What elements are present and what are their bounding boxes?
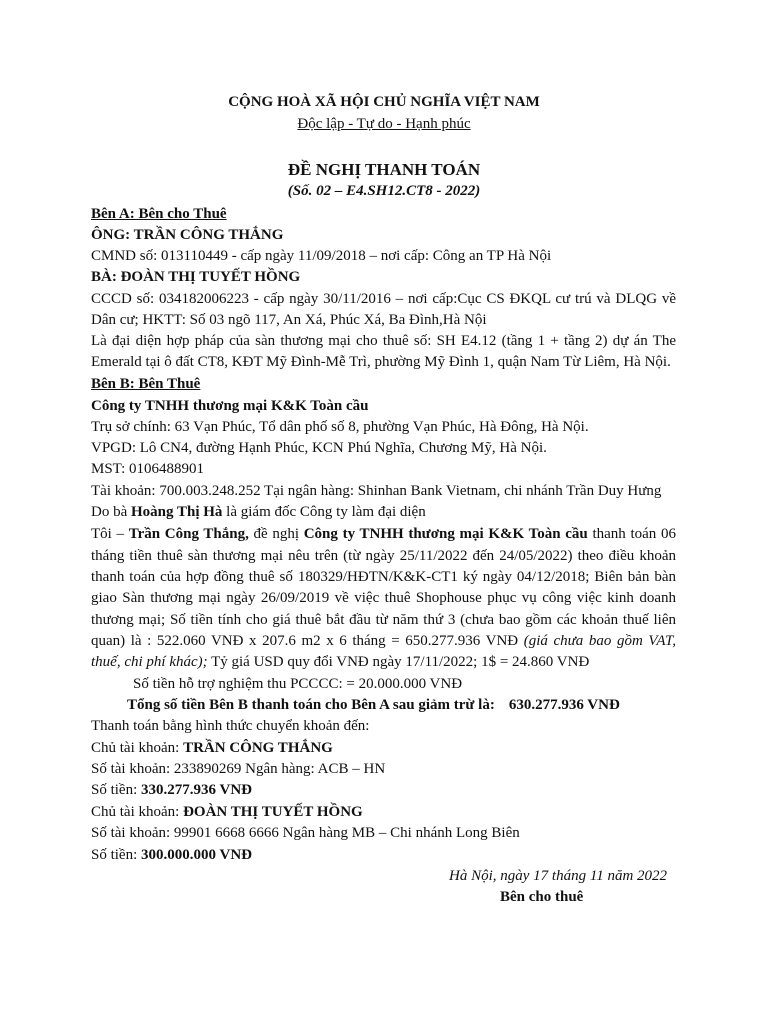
account2-holder: Chủ tài khoản: ĐOÀN THỊ TUYẾT HỒNG [91,804,363,820]
party-a-owner1: ÔNG: TRẦN CÔNG THẮNG [91,227,284,243]
request-line1: Tôi – Trần Công Thắng, đề nghị Công ty TNHH thương mại K&K Toàn cầu thanh toán 06 [91,526,676,542]
account1-holder-name: TRẦN CÔNG THẮNG [183,740,333,756]
party-b-tax-code: MST: 0106488901 [91,461,205,477]
total-value: 630.277.936 VNĐ [508,697,620,713]
account1-amount-value: 330.277.936 VNĐ [141,782,252,798]
fire-safety-support-amount: Số tiền hỗ trợ nghiệm thu PCCCC: = 20.000.000 VNĐ [133,676,463,692]
total-payment [127,695,620,716]
request-line7: thuế, chi phí khác); Tỷ giá USD quy đổi VNĐ ngày 17/11/2022; 1$ = 24.860 VNĐ [91,654,590,670]
signer-label: Bên cho thuê [500,889,584,905]
party-b-headquarters: Trụ sở chính: 63 Vạn Phúc, Tổ dân phố số 8, phường Vạn Phúc, Hà Đông, Hà Nội. [91,419,589,435]
account1-number: Số tài khoản: 233890269 Ngân hàng: ACB – HN [91,761,386,777]
party-a-representation-line1: Là đại diện hợp pháp của sàn thương mại cho thuê số: SH E4.12 (tầng 1 + tầng 2) dự án The [91,333,676,349]
request-line5: thương mại; Số tiền tính cho giá thuê bắt đầu từ năm thứ 3 (chưa bao gồm các khoản thuế liên [91,612,676,628]
total-label: Tổng số tiền Bên B thanh toán cho Bên A sau giảm trừ là: [127,697,495,713]
director-name: Hoàng Thị Hà [131,504,223,520]
director-prefix: Do bà [91,504,131,520]
account1-holder: Chủ tài khoản: TRẦN CÔNG THẮNG [91,740,333,756]
party-b-director [91,502,426,523]
request-line2: tháng tiền thuê sàn thương mại nêu trên (từ ngày 25/11/2022 đến 24/05/2022) theo điều khoản [91,548,676,564]
place-date: Hà Nội, ngày 17 tháng 11 năm 2022 [449,868,668,884]
request-line6: quan) là : 522.060 VNĐ x 207.6 m2 x 6 tháng = 650.277.936 VNĐ (giá chưa bao gồm VAT, [91,633,676,649]
account1-amount: Số tiền: 330.277.936 VNĐ [91,782,252,798]
party-b-bank-account: Tài khoản: 700.003.248.252 Tại ngân hàng: Shinhan Bank Vietnam, chi nhánh Trần Duy Hưng [91,483,662,499]
requester-name: Trần Công Thắng, [128,526,249,542]
request-line4: giao Sàn thương mại ngày 26/09/2019 về việc thuê Shophouse phục vụ công việc kinh doanh [91,590,676,606]
payment-method: Thanh toán bằng hình thức chuyển khoản đến: [91,718,370,734]
party-a-owner2: BÀ: ĐOÀN THỊ TUYẾT HỒNG [91,269,301,285]
payer-company: Công ty TNHH thương mại K&K Toàn cầu [303,526,588,542]
party-a-heading: Bên A: Bên cho Thuê [91,206,227,222]
party-b-office: VPGD: Lô CN4, đường Hạnh Phúc, KCN Phú Nghĩa, Chương Mỹ, Hà Nội. [91,440,547,456]
request-line3: thanh toán của hợp đồng thuê số 180329/HĐTN/K&K-CT1 ký ngày 04/12/2018; Biên bản bàn [91,569,676,585]
national-title: CỘNG HOÀ XÃ HỘI CHỦ NGHĨA VIỆT NAM [228,94,540,110]
director-suffix: là giám đốc Công ty làm đại diện [222,504,426,520]
national-motto: Độc lập - Tự do - Hạnh phúc [297,116,471,132]
account2-holder-name: ĐOÀN THỊ TUYẾT HỒNG [183,804,363,820]
party-a-representation-line2: Emerald tại ô đất CT8, KĐT Mỹ Đình-Mễ Trì, phường Mỹ Đình 1, quận Nam Từ Liêm, Hà Nội. [91,354,671,370]
account2-amount-value: 300.000.000 VNĐ [141,847,252,863]
party-a-owner2-id-line2: Dân cư; HKTT: Số 03 ngõ 117, An Xá, Phúc Xá, Ba Đình,Hà Nội [91,312,487,328]
account2-amount: Số tiền: 300.000.000 VNĐ [91,847,252,863]
party-b-heading: Bên B: Bên Thuê [91,376,201,392]
party-b-company: Công ty TNHH thương mại K&K Toàn cầu [91,398,369,414]
document-number: (Số. 02 – E4.SH12.CT8 - 2022) [287,183,481,199]
party-a-owner2-id-line1: CCCD số: 034182006223 - cấp ngày 30/11/2016 – nơi cấp:Cục CS ĐKQL cư trú và DLQG về [91,291,676,307]
account2-number: Số tài khoản: 99901 6668 6666 Ngân hàng MB – Chi nhánh Long Biên [91,825,520,841]
document-title: ĐỀ NGHỊ THANH TOÁN [287,160,481,179]
party-a-owner1-id: CMND số: 013110449 - cấp ngày 11/09/2018 – nơi cấp: Công an TP Hà Nội [91,248,552,264]
